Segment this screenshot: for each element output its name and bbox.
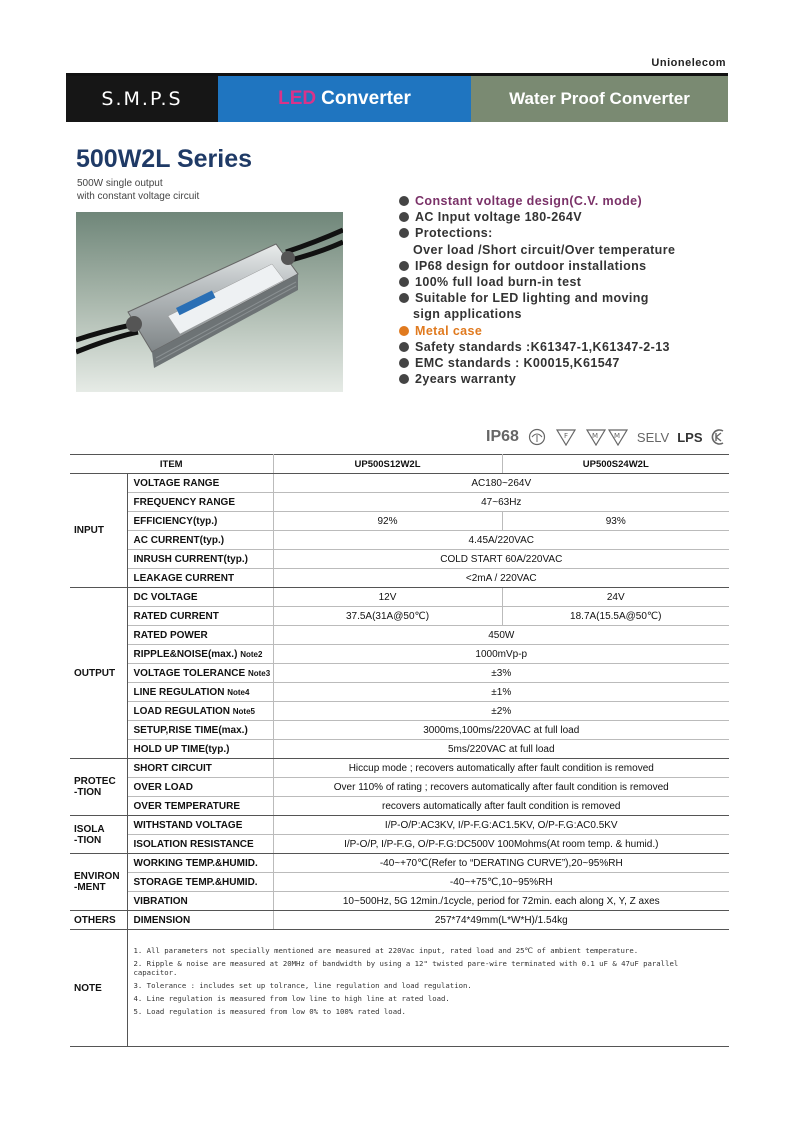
note-ref: Note5 bbox=[232, 706, 255, 716]
table-row bbox=[70, 759, 729, 778]
row-label: SETUP,RISE TIME(max.) bbox=[127, 721, 273, 740]
row-label: DC VOLTAGE bbox=[127, 588, 273, 607]
table-row bbox=[70, 873, 729, 892]
row-value: 1000mVp-p bbox=[273, 645, 729, 664]
table-row bbox=[70, 474, 729, 493]
table-header-row bbox=[70, 455, 729, 474]
group-isolation: ISOLA -TION bbox=[70, 816, 127, 854]
svg-text:M: M bbox=[591, 432, 598, 440]
svg-text:F: F bbox=[563, 432, 568, 440]
row-value: 3000ms,100ms/220VAC at full load bbox=[273, 721, 729, 740]
row-value: ±1% bbox=[273, 683, 729, 702]
row-value: -40~+70℃(Refer to “DERATING CURVE”),20~95%RH bbox=[273, 854, 729, 873]
row-value: 257*74*49mm(L*W*H)/1.54kg bbox=[273, 911, 729, 930]
row-value: 10~500Hz, 5G 12min./1cycle, period for 72min. each along X, Y, Z axes bbox=[273, 892, 729, 911]
table-row bbox=[70, 683, 729, 702]
group-output: OUTPUT bbox=[70, 588, 127, 759]
row-label: WORKING TEMP.&HUMID. bbox=[127, 854, 273, 873]
bullet-icon bbox=[399, 212, 409, 222]
table-row bbox=[70, 645, 729, 664]
bullet-icon bbox=[399, 228, 409, 238]
row-label: AC CURRENT(typ.) bbox=[127, 531, 273, 550]
table-row bbox=[70, 512, 729, 531]
row-value: Hiccup mode ; recovers automatically after fault condition is removed bbox=[273, 759, 729, 778]
table-row bbox=[70, 607, 729, 626]
header-model-2: UP500S24W2L bbox=[502, 455, 729, 474]
row-label: DIMENSION bbox=[127, 911, 273, 930]
led-word: LED bbox=[278, 88, 317, 109]
header-item: ITEM bbox=[70, 455, 273, 474]
table-row bbox=[70, 797, 729, 816]
row-value-model-2: 24V bbox=[502, 588, 729, 607]
row-value: AC180~264V bbox=[273, 474, 729, 493]
table-row bbox=[70, 816, 729, 835]
feature-item: Constant voltage design(C.V. mode) bbox=[399, 193, 739, 209]
feature-list bbox=[399, 193, 739, 387]
row-value: 47~63Hz bbox=[273, 493, 729, 512]
ip68-mark: IP68 bbox=[486, 428, 519, 445]
row-value: ±3% bbox=[273, 664, 729, 683]
row-label: STORAGE TEMP.&HUMID. bbox=[127, 873, 273, 892]
certification-marks bbox=[486, 426, 725, 448]
specification-table bbox=[70, 454, 729, 1047]
row-label: ISOLATION RESISTANCE bbox=[127, 835, 273, 854]
row-label: VOLTAGE RANGE bbox=[127, 474, 273, 493]
converter-word: Converter bbox=[321, 88, 411, 109]
row-label: SHORT CIRCUIT bbox=[127, 759, 273, 778]
group-others: OTHERS bbox=[70, 911, 127, 930]
feature-item: Suitable for LED lighting and moving bbox=[399, 290, 739, 306]
bullet-icon bbox=[399, 342, 409, 352]
row-value-model-1: 92% bbox=[273, 512, 502, 531]
note-ref: Note2 bbox=[240, 649, 263, 659]
product-subtitle-2: with constant voltage circuit bbox=[77, 191, 200, 202]
table-row bbox=[70, 493, 729, 512]
row-label: RATED CURRENT bbox=[127, 607, 273, 626]
row-value: 450W bbox=[273, 626, 729, 645]
bullet-icon bbox=[399, 277, 409, 287]
kc-mark-icon bbox=[711, 428, 725, 446]
feature-item: Protections: bbox=[399, 225, 739, 241]
row-label: VOLTAGE TOLERANCE Note3 bbox=[127, 664, 273, 683]
selv-mark: SELV bbox=[636, 429, 670, 445]
feature-item: IP68 design for outdoor installations bbox=[399, 258, 739, 274]
row-label: LINE REGULATION Note4 bbox=[127, 683, 273, 702]
note-ref: Note3 bbox=[247, 668, 271, 678]
notes-row bbox=[70, 930, 729, 1047]
header-banner bbox=[66, 76, 728, 122]
group-environment: ENVIRON -MENT bbox=[70, 854, 127, 911]
header-tab-smps: S.M.P.S bbox=[66, 76, 218, 122]
table-row bbox=[70, 588, 729, 607]
row-label: OVER LOAD bbox=[127, 778, 273, 797]
table-row bbox=[70, 664, 729, 683]
table-row bbox=[70, 721, 729, 740]
row-value-model-1: 37.5A(31A@50℃) bbox=[273, 607, 502, 626]
note-item: 2. Ripple & noise are measured at 20MHz of bandwidth by using a 12" twisted pare-wire terminated with 0.1 uF & 47uF parallel capacitor. bbox=[133, 959, 679, 977]
row-label: EFFICIENCY(typ.) bbox=[127, 512, 273, 531]
note-item: 4. Line regulation is measured from low line to high line at rated load. bbox=[133, 994, 450, 1003]
bullet-icon bbox=[399, 261, 409, 271]
feature-item: 2years warranty bbox=[399, 371, 739, 387]
row-value: 5ms/220VAC at full load bbox=[273, 740, 729, 759]
row-value-model-2: 93% bbox=[502, 512, 729, 531]
notes-cell bbox=[127, 930, 729, 1047]
row-value-model-1: 12V bbox=[273, 588, 502, 607]
group-input: INPUT bbox=[70, 474, 127, 588]
table-row bbox=[70, 702, 729, 721]
product-title: 500W2L Series bbox=[76, 145, 253, 173]
row-value: ±2% bbox=[273, 702, 729, 721]
feature-item-continuation: Over load /Short circuit/Over temperature bbox=[413, 242, 676, 257]
bullet-icon bbox=[399, 293, 409, 303]
row-label: INRUSH CURRENT(typ.) bbox=[127, 550, 273, 569]
table-row bbox=[70, 911, 729, 930]
feature-item-continuation: sign applications bbox=[413, 307, 522, 322]
table-row bbox=[70, 778, 729, 797]
table-row bbox=[70, 531, 729, 550]
table-row bbox=[70, 892, 729, 911]
feature-item: 100% full load burn-in test bbox=[399, 274, 739, 290]
row-label: LOAD REGULATION Note5 bbox=[127, 702, 273, 721]
table-row bbox=[70, 626, 729, 645]
product-photo bbox=[76, 212, 343, 392]
table-row bbox=[70, 550, 729, 569]
bullet-icon bbox=[399, 196, 409, 206]
row-label: HOLD UP TIME(typ.) bbox=[127, 740, 273, 759]
table-row bbox=[70, 835, 729, 854]
row-value: Over 110% of rating ; recovers automatically after fault condition is removed bbox=[273, 778, 729, 797]
rain-proof-icon bbox=[527, 428, 547, 446]
row-label: RIPPLE&NOISE(max.) Note2 bbox=[127, 645, 273, 664]
brand-name: Unionelecom bbox=[651, 57, 726, 69]
row-label: VIBRATION bbox=[127, 892, 273, 911]
mm-mark-icon bbox=[585, 428, 629, 446]
note-item: 1. All parameters not specially mentioned are measured at 220Vac input, rated load and 25℃ of ambient temperature. bbox=[133, 946, 639, 955]
group-note: NOTE bbox=[70, 930, 127, 1047]
row-label: FREQUENCY RANGE bbox=[127, 493, 273, 512]
row-value-model-2: 18.7A(15.5A@50℃) bbox=[502, 607, 729, 626]
row-value: -40~+75℃,10~95%RH bbox=[273, 873, 729, 892]
feature-item: AC Input voltage 180-264V bbox=[399, 209, 739, 225]
row-value: COLD START 60A/220VAC bbox=[273, 550, 729, 569]
svg-text:M: M bbox=[613, 432, 620, 440]
feature-item: EMC standards : K00015,K61547 bbox=[399, 355, 739, 371]
header-tab-led-converter bbox=[218, 76, 471, 122]
header-tab-waterproof: Water Proof Converter bbox=[471, 76, 728, 122]
bullet-icon bbox=[399, 326, 409, 336]
row-label: RATED POWER bbox=[127, 626, 273, 645]
feature-item: Metal case bbox=[399, 323, 739, 339]
row-label: OVER TEMPERATURE bbox=[127, 797, 273, 816]
bullet-icon bbox=[399, 358, 409, 368]
table-row bbox=[70, 740, 729, 759]
lps-mark: LPS bbox=[677, 429, 703, 445]
table-row bbox=[70, 854, 729, 873]
group-protection: PROTEC -TION bbox=[70, 759, 127, 816]
note-item: 5. Load regulation is measured from low 0% to 100% rated load. bbox=[133, 1007, 406, 1016]
row-label: LEAKAGE CURRENT bbox=[127, 569, 273, 588]
header-model-1: UP500S12W2L bbox=[273, 455, 502, 474]
feature-item: Safety standards :K61347-1,K61347-2-13 bbox=[399, 339, 739, 355]
note-item: 3. Tolerance : includes set up tolrance, line regulation and load regulation. bbox=[133, 981, 472, 990]
row-label: WITHSTAND VOLTAGE bbox=[127, 816, 273, 835]
product-subtitle-1: 500W single output bbox=[77, 178, 163, 189]
bullet-icon bbox=[399, 374, 409, 384]
row-value: recovers automatically after fault condition is removed bbox=[273, 797, 729, 816]
table-row bbox=[70, 569, 729, 588]
row-value: I/P-O/P, I/P-F.G, O/P-F.G:DC500V 100Mohms(At room temp. & humid.) bbox=[273, 835, 729, 854]
note-ref: Note4 bbox=[227, 687, 250, 697]
row-value: 4.45A/220VAC bbox=[273, 531, 729, 550]
row-value: I/P-O/P:AC3KV, I/P-F.G:AC1.5KV, O/P-F.G:AC0.5KV bbox=[273, 816, 729, 835]
f-mark-icon bbox=[555, 428, 577, 446]
row-value: <2mA / 220VAC bbox=[273, 569, 729, 588]
